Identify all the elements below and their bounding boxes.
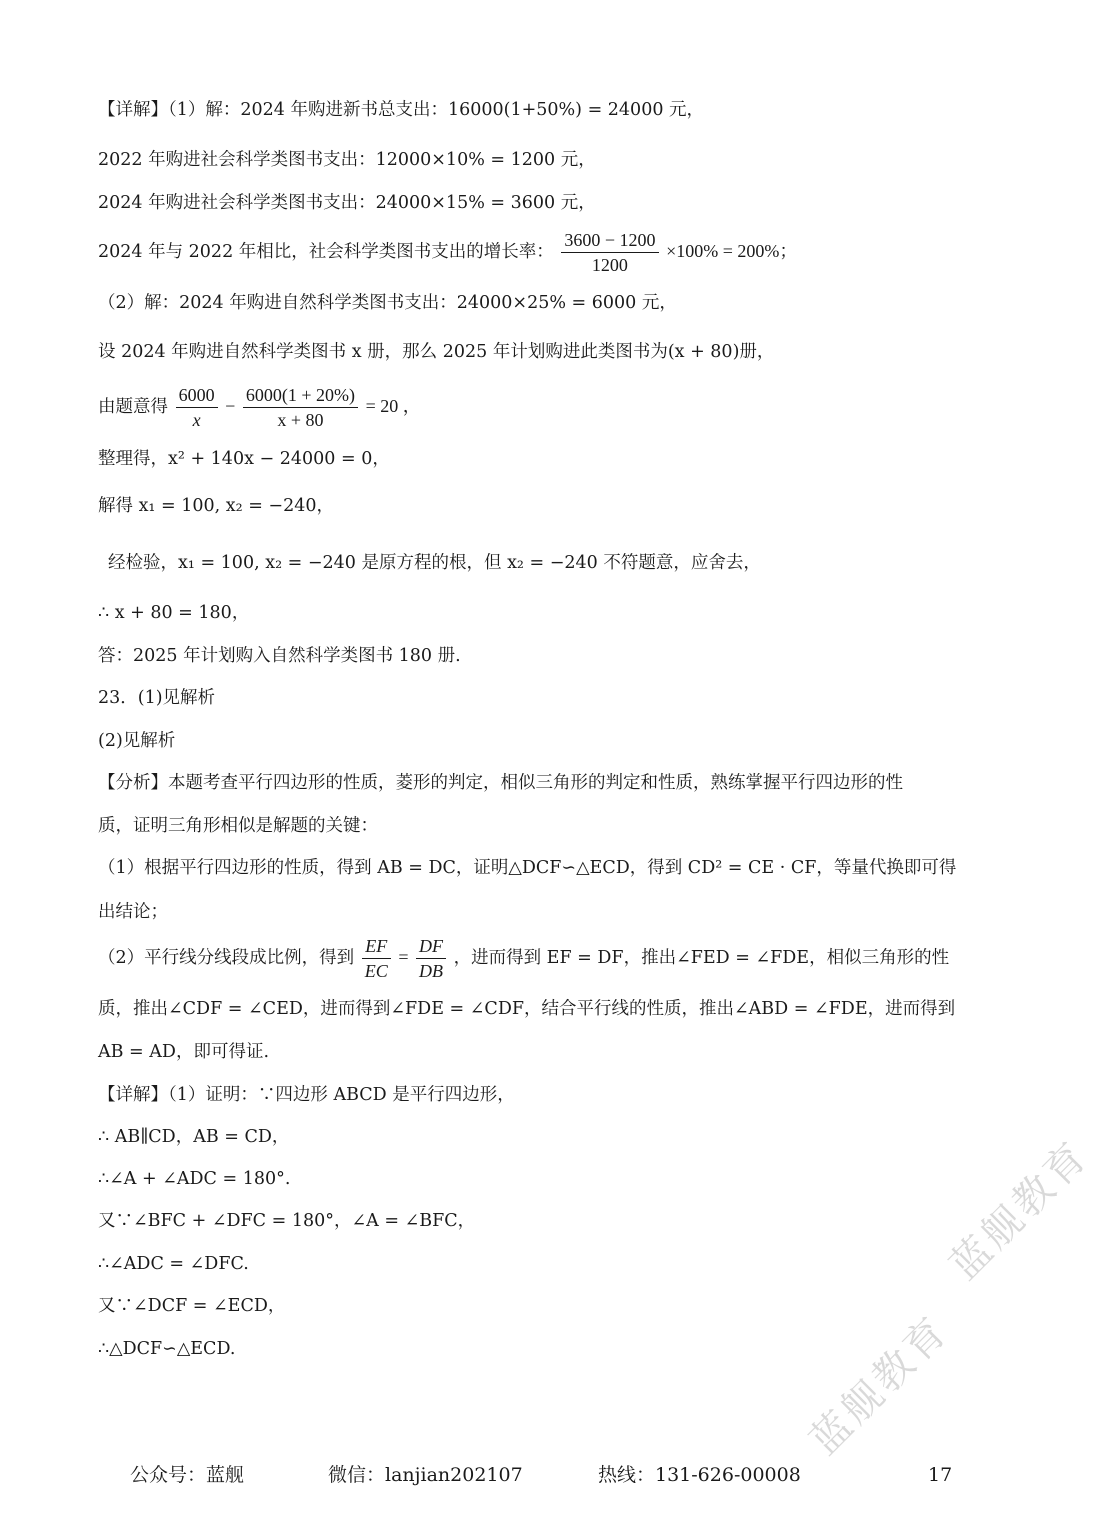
- fraction-denominator: DB: [419, 961, 444, 981]
- growth-rate-result: ×100% = 200%；: [666, 241, 798, 261]
- solution-line-3: 2024 年购进社会科学类图书支出：24000×15% = 3600 元，: [98, 193, 596, 213]
- analysis-line-5: [98, 934, 949, 983]
- fraction-denominator: x + 80: [277, 410, 324, 430]
- analysis-line-6: 质，推出∠CDF = ∠CED，进而得到∠FDE = ∠CDF，结合平行线的性质，推出∠ABD = ∠FDE，进而得到: [98, 999, 956, 1019]
- analysis-line-4: 出结论；: [98, 902, 168, 922]
- solution-line-1: 【详解】（1）解：2024 年购进新书总支出：16000(1+50%) = 24000 元，: [98, 100, 705, 120]
- fraction-denominator: 1200: [591, 255, 628, 275]
- analysis-line-1: 【分析】本题考查平行四边形的性质，菱形的判定，相似三角形的判定和性质，熟练掌握平行四边形的性: [98, 773, 903, 793]
- solution-line-10: 经检验，x₁ = 100, x₂ = −240 是原方程的根，但 x₂ = −240 不符题意，应舍去，: [108, 553, 761, 573]
- fraction-numerator: 6000(1 + 20%): [243, 383, 358, 408]
- proof-line-5: ∴∠ADC = ∠DFC.: [98, 1254, 249, 1274]
- question-23-part-2: (2)见解析: [98, 731, 176, 751]
- solution-line-6: 设 2024 年购进自然科学类图书 x 册，那么 2025 年计划购进此类图书为(x + 80)册，: [98, 342, 775, 362]
- ratio-fraction-2: [416, 934, 446, 983]
- answer-line: 答：2025 年计划购入自然科学类图书 180 册.: [98, 646, 461, 666]
- solution-line-11: ∴ x + 80 = 180，: [98, 603, 250, 623]
- ratio-fraction-1: [362, 934, 391, 983]
- equation-fraction-2: [243, 383, 358, 432]
- equation-label: 由题意得: [98, 397, 168, 417]
- solution-line-4: [98, 228, 797, 277]
- equation-fraction-1: [176, 383, 218, 432]
- solution-line-8: 整理得，x² + 140x − 24000 = 0，: [98, 449, 390, 469]
- minus-sign: −: [225, 396, 236, 416]
- fraction-numerator: DF: [416, 934, 446, 959]
- proof-line-7: ∴△DCF∽△ECD.: [98, 1339, 236, 1359]
- watermark-text: 蓝舰教育: [801, 1306, 959, 1464]
- fraction-numerator: 3600 − 1200: [561, 228, 658, 253]
- growth-rate-fraction: [561, 228, 658, 277]
- analysis-line-7: AB = AD，即可得证.: [98, 1042, 270, 1062]
- proof-line-4: 又∵∠BFC + ∠DFC = 180°，∠A = ∠BFC，: [98, 1211, 476, 1231]
- solution-line-9: 解得 x₁ = 100, x₂ = −240，: [98, 496, 335, 516]
- analysis-line-3: （1）根据平行四边形的性质，得到 AB = DC，证明△DCF∽△ECD，得到 CD² = CE · CF，等量代换即可得: [98, 858, 957, 878]
- proof-line-3: ∴∠A + ∠ADC = 180°.: [98, 1169, 291, 1189]
- solution-line-7: [98, 383, 421, 432]
- footer-wechat: 微信：lanjian202107: [328, 1464, 523, 1486]
- fraction-numerator: 6000: [176, 383, 218, 408]
- question-23-part-1: 23．(1)见解析: [98, 688, 216, 708]
- equals-sign: =: [398, 947, 409, 967]
- fraction-denominator: EC: [364, 961, 388, 981]
- page-number: 17: [928, 1464, 953, 1486]
- footer-hotline: 热线：131-626-00008: [598, 1464, 801, 1486]
- proof-line-6: 又∵∠DCF = ∠ECD，: [98, 1296, 286, 1316]
- solution-line-5: （2）解：2024 年购进自然科学类图书支出：24000×25% = 6000 元，: [98, 293, 677, 313]
- watermark-text: 蓝舰教育: [941, 1131, 1099, 1289]
- analysis-line-2: 质，证明三角形相似是解题的关键：: [98, 816, 378, 836]
- solution-line-2: 2022 年购进社会科学类图书支出：12000×10% = 1200 元，: [98, 150, 596, 170]
- equation-result: = 20 ，: [365, 396, 421, 416]
- growth-rate-label: 2024 年与 2022 年相比，社会科学类图书支出的增长率：: [98, 242, 554, 262]
- proof-line-2: ∴ AB∥CD，AB = CD，: [98, 1127, 290, 1147]
- fraction-denominator: x: [192, 410, 201, 430]
- footer-account: 公众号：蓝舰: [130, 1464, 245, 1486]
- proof-line-1: 【详解】（1）证明：∵四边形 ABCD 是平行四边形，: [98, 1085, 515, 1105]
- ratio-label: （2）平行线分线段成比例，得到: [98, 948, 355, 968]
- ratio-conclusion: ，进而得到 EF = DF，推出∠FED = ∠FDE，相似三角形的性: [453, 948, 950, 968]
- fraction-numerator: EF: [362, 934, 391, 959]
